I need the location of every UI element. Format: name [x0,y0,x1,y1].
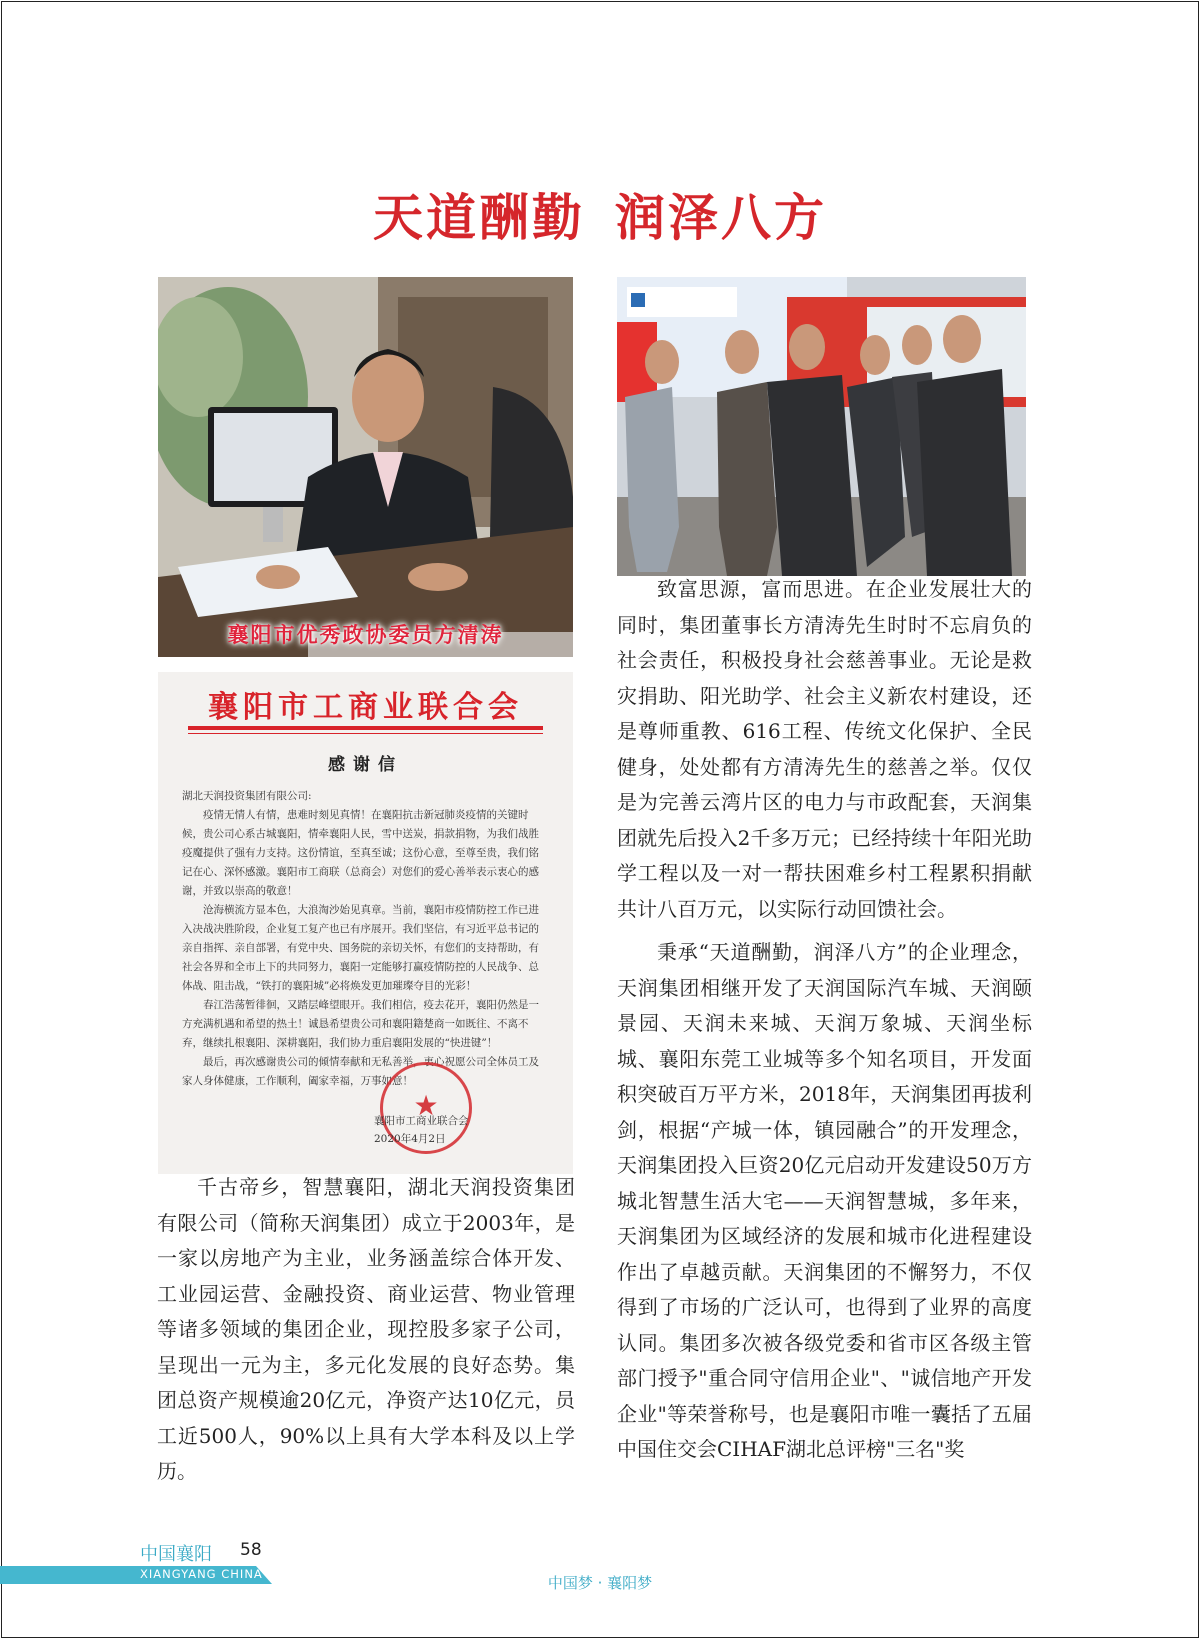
letter-header-rule-thin [188,733,543,734]
group-walking-illustration [617,277,1026,576]
thank-you-letter-image [158,672,573,1174]
article-left-column [157,1170,575,1490]
title-part-1: 天道酬勤 [373,188,585,247]
chairman-photo [158,277,573,657]
letter-header: 襄阳市工商业联合会 [208,690,523,725]
letter-signature-date: 2020年4月2日 [374,1133,446,1145]
letter-body [182,787,549,1091]
letter-paragraph: 疫情无情人有情，患难时刻见真情！在襄阳抗击新冠肺炎疫情的关键时候，贵公司心系古城襄阳，情牵襄阳人民，雪中送炭，捐款捐物，为我们战胜疫魔提供了强有力支持。这份情谊，至真至诚；这份心意，至尊至贵，我们铭记在心、深怀感激。襄阳市工商联（总商会）对您们的爱心善举表示衷心的感谢，并致以崇高的敬意！ [182,809,539,897]
footer-brand-cn: 中国襄阳 [140,1544,212,1565]
title-part-2: 润泽八方 [615,188,827,247]
letter-title: 感谢信 [328,755,403,775]
letter-paragraph: 最后，再次感谢贵公司的倾情奉献和无私善举，衷心祝愿公司全体员工及家人身体健康，工作顺利，阖家幸福，万事如意！ [182,1056,539,1087]
office-scene-illustration [158,277,573,657]
article-paragraph: 秉承“天道酬勤，润泽八方”的企业理念，天润集团相继开发了天润国际汽车城、天润颐景园、天润未来城、天润万象城、天润坐标城、襄阳东莞工业城等多个知名项目，开发面积突破百万平方米，2018年，天润集团再拔利剑，根据“产城一体，镇园融合”的开发理念，天润集团投入巨资20亿元启动开发建设50万方城北智慧生活大宅——天润智慧城，多年来，天润集团为区域经济的发展和城市化进程建设作出了卓越贡献。天润集团的不懈努力，不仅得到了市场的广泛认可，也得到了业界的高度认同。集团多次被各级党委和省市区各级主管部门授予"重合同守信用企业"、"诚信地产开发企业"等荣誉称号，也是襄阳市唯一囊括了五届中国住交会CIHAF湖北总评榜"三名"奖 [617,940,1032,1461]
footer-slogan: 中国梦 · 襄阳梦 [547,1574,653,1592]
article-paragraph: 千古帝乡，智慧襄阳，湖北天润投资集团有限公司（简称天润集团）成立于2003年，是一家以房地产为主业，业务涵盖综合体开发、工业园运营、金融投资、商业运营、物业管理等诸多领域的集团企业，现控股多家子公司，呈现出一元为主，多元化发展的良好态势。集团总资产规模逾20亿元，净资产达10亿元，员工近500人，90%以上具有大学本科及以上学历。 [157,1175,575,1483]
letter-header-rule [188,726,543,730]
footer-brand-en: XIANGYANG CHINA [140,1567,263,1581]
photo-caption: 襄阳市优秀政协委员方清涛 [227,622,504,647]
letter-paragraph: 沧海横流方显本色，大浪淘沙始见真章。当前，襄阳市疫情防控工作已进入决战决胜阶段，企业复工复产也已有序展开。我们坚信，有习近平总书记的亲自指挥、亲自部署，有党中央、国务院的亲切关怀，有您们的支持帮助，有社会各界和全市上下的共同努力，襄阳一定能够打赢疫情防控的人民战争、总体战、阻击战，“铁打的襄阳城”必将焕发更加璀璨夺目的光彩！ [182,904,539,992]
letter-signature [374,1112,469,1148]
seal-star-icon: ★ [413,1089,439,1122]
page-number: 58 [240,1540,262,1560]
page-title [0,178,1200,250]
letter-signature-org: 襄阳市工商业联合会 [374,1115,469,1127]
inspection-photo [617,277,1026,576]
letter-paragraph: 春江浩荡暂徘徊，又踏层峰望眼开。我们相信，疫去花开，襄阳仍然是一方充满机遇和希望的热土！诚恳希望贵公司和襄阳籍楚商一如既往、不离不弃，继续扎根襄阳、深耕襄阳，我们协力重启襄阳发展的“快进键”！ [182,999,539,1049]
article-right-column [617,572,1032,1468]
letter-salutation: 湖北天润投资集团有限公司: [182,790,312,802]
article-paragraph: 致富思源，富而思进。在企业发展壮大的同时，集团董事长方清涛先生时时不忘肩负的社会责任，积极投身社会慈善事业。无论是救灾捐助、阳光助学、社会主义新农村建设，还是尊师重教、616工程、传统文化保护、全民健身，处处都有方清涛先生的慈善之举。仅仅是为完善云湾片区的电力与市政配套，天润集团就先后投入2千多万元；已经持续十年阳光助学工程以及一对一帮扶困难乡村工程累积捐献共计八百万元，以实际行动回馈社会。 [617,577,1032,921]
